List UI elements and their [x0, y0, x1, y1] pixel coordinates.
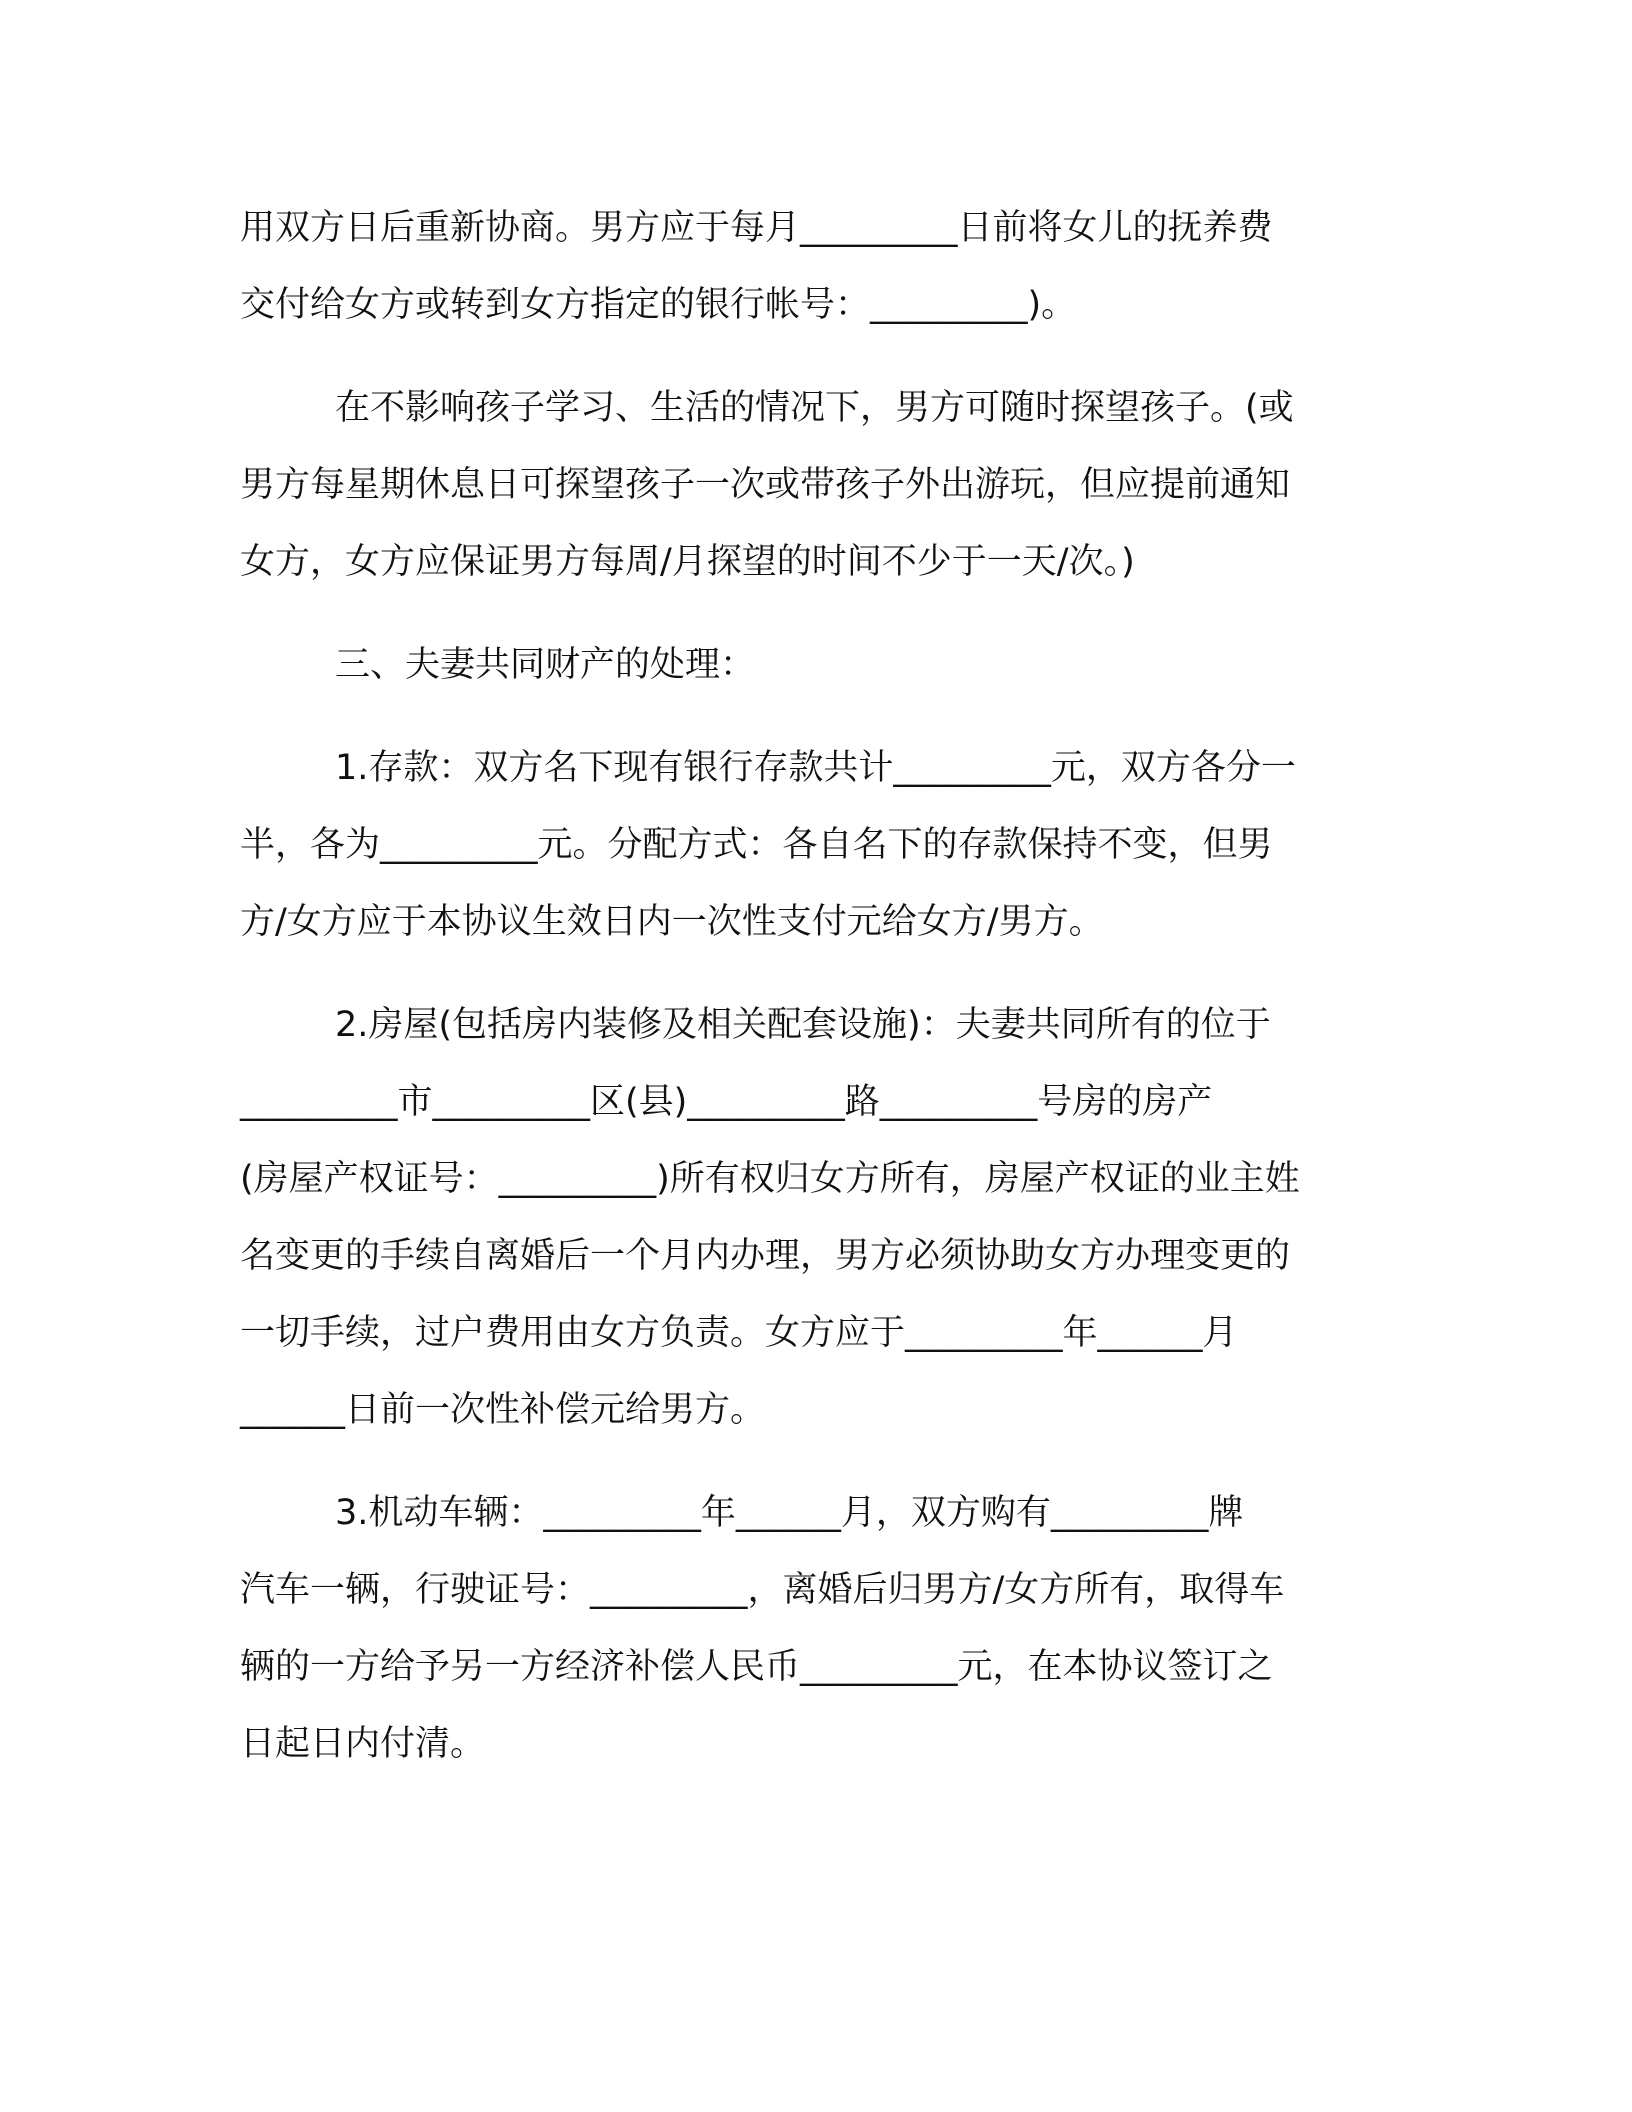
- paragraph-line: 3.机动车辆：_________年______月，双方购有_________牌: [335, 1493, 1244, 1533]
- paragraph-line: 方/女方应于本协议生效日内一次性支付元给女方/男方。: [240, 902, 1104, 942]
- paragraph-line: 交付给女方或转到女方指定的银行帐号：_________)。: [240, 285, 1077, 325]
- paragraph-gap: [240, 601, 1380, 627]
- paragraph-line: 男方每星期休息日可探望孩子一次或带孩子外出游玩，但应提前通知: [240, 465, 1291, 505]
- paragraph-line: _________市_________区(县)_________路_________号房的房产: [240, 1082, 1213, 1122]
- paragraph-line: 汽车一辆，行驶证号：_________，离婚后归男方/女方所有，取得车: [240, 1570, 1285, 1610]
- paragraph-line: 2.房屋(包括房内装修及相关配套设施)：夫妻共同所有的位于: [335, 1005, 1271, 1045]
- paragraph-line: 女方，女方应保证男方每周/月探望的时间不少于一天/次。): [240, 542, 1135, 582]
- paragraph-line: 1.存款：双方名下现有银行存款共计_________元，双方各分一: [335, 748, 1296, 788]
- paragraph-gap: [240, 344, 1380, 370]
- paragraph-line: 半，各为_________元。分配方式：各自名下的存款保持不变，但男: [240, 825, 1273, 865]
- paragraph-line: ______日前一次性补偿元给男方。: [240, 1390, 766, 1430]
- paragraph-line: (房屋产权证号：_________)所有权归女方所有，房屋产权证的业主姓: [240, 1159, 1300, 1199]
- paragraph-gap: [240, 961, 1380, 987]
- section-heading: 三、夫妻共同财产的处理：: [335, 645, 756, 685]
- paragraph-gap: [240, 1449, 1380, 1475]
- document-body: [240, 190, 1380, 1783]
- paragraph-line: 用双方日后重新协商。男方应于每月_________日前将女儿的抚养费: [240, 208, 1273, 248]
- paragraph-line: 日起日内付清。: [240, 1724, 486, 1764]
- paragraph-line: 在不影响孩子学习、生活的情况下，男方可随时探望孩子。(或: [335, 388, 1294, 428]
- paragraph-line: 辆的一方给予另一方经济补偿人民币_________元，在本协议签订之: [240, 1647, 1273, 1687]
- paragraph-gap: [240, 704, 1380, 730]
- paragraph-line: 一切手续，过户费用由女方负责。女方应于_________年______月: [240, 1313, 1238, 1353]
- paragraph-line: 名变更的手续自离婚后一个月内办理，男方必须协助女方办理变更的: [240, 1236, 1291, 1276]
